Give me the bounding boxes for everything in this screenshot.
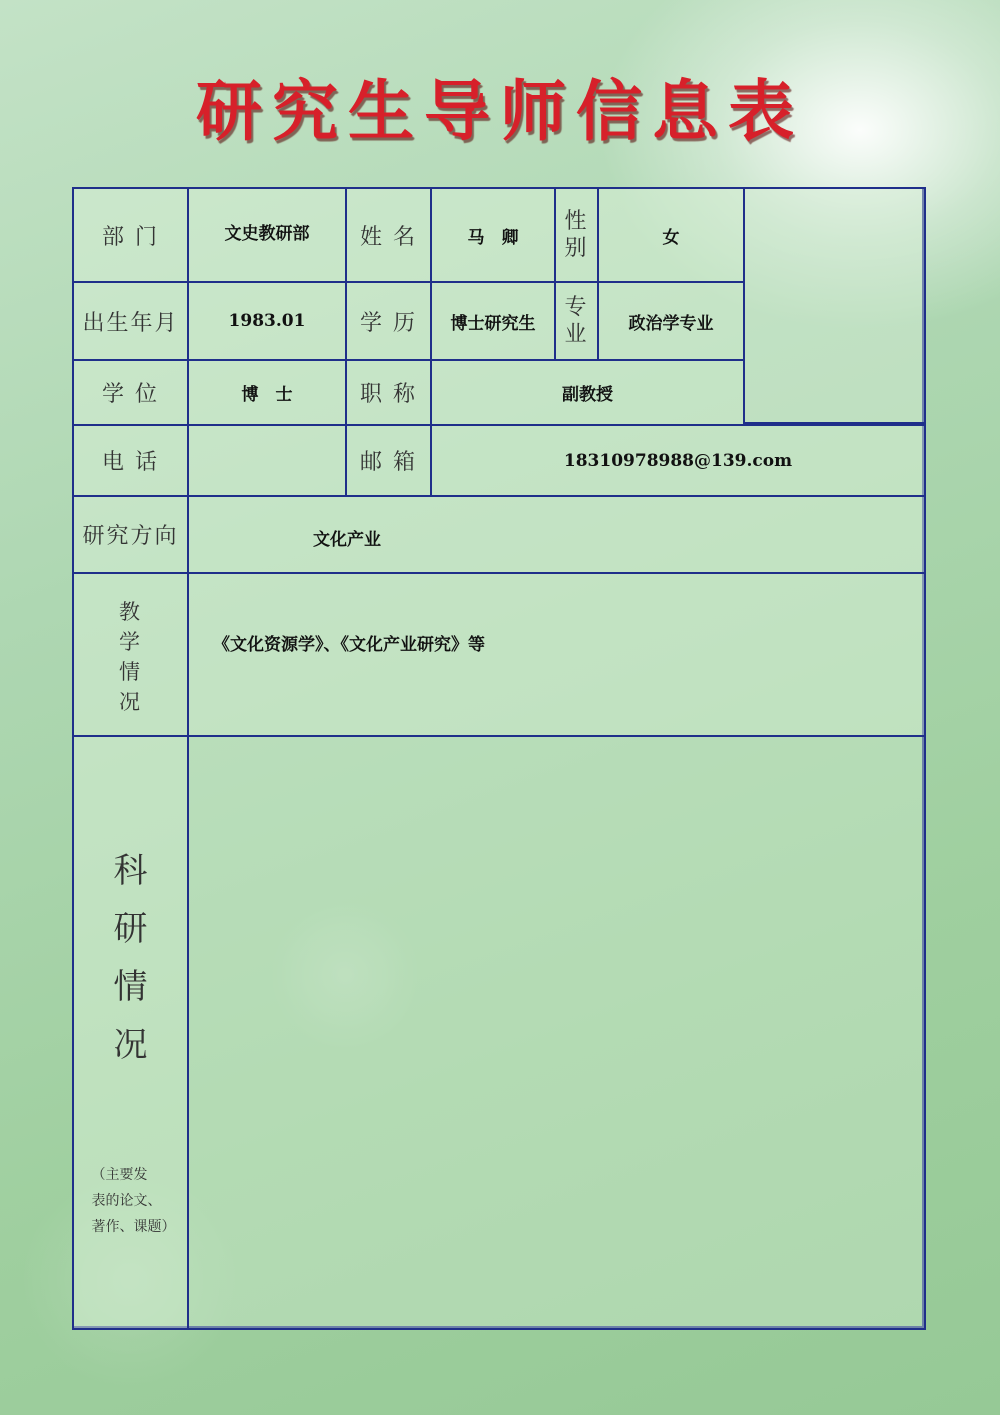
research-direction-value: 文化产业 <box>187 495 926 574</box>
department-label: 部 门 <box>72 187 189 283</box>
phone-value <box>187 424 347 497</box>
name-label: 姓 名 <box>345 187 432 283</box>
research-note-line-3: 著作、课题） <box>91 1219 176 1235</box>
title-rank-value: 副教授 <box>430 359 745 426</box>
major-value: 政治学专业 <box>597 281 745 361</box>
page-title: 研究生导师信息表 <box>196 72 804 150</box>
major-label <box>554 281 599 361</box>
gender-label-line2: 别 <box>564 236 589 261</box>
research-direction-label: 研究方向 <box>72 495 189 574</box>
teaching-label-char-4: 况 <box>119 689 142 714</box>
major-label-line2: 业 <box>564 322 589 347</box>
phone-label: 电 话 <box>72 424 189 497</box>
teaching-label-char-3: 情 <box>119 659 142 684</box>
degree-value: 博 士 <box>187 359 347 426</box>
teaching-label <box>72 572 189 737</box>
major-label-line1: 专 <box>564 294 589 320</box>
gender-label <box>554 187 599 283</box>
education-label: 学 历 <box>345 281 432 361</box>
birth-label: 出生年月 <box>72 281 189 361</box>
name-value: 马 卿 <box>430 187 556 283</box>
research-label <box>72 735 189 1330</box>
research-note-line-1: （主要发 <box>91 1167 148 1183</box>
teaching-label-char-2: 学 <box>119 629 142 654</box>
research-note-line-2: 表的论文、 <box>91 1193 162 1209</box>
research-value <box>187 735 926 1330</box>
teaching-label-char-1: 教 <box>119 599 142 624</box>
birth-value: 1983.01 <box>187 281 347 361</box>
research-label-title <box>114 842 148 1074</box>
research-label-char-2: 研 <box>113 909 148 949</box>
research-label-char-1: 科 <box>113 851 148 891</box>
photo-area <box>743 187 926 424</box>
email-label: 邮 箱 <box>345 424 432 497</box>
research-label-char-4: 况 <box>113 1025 148 1065</box>
education-value: 博士研究生 <box>430 281 556 361</box>
research-label-char-3: 情 <box>113 967 148 1007</box>
department-value: 文史教研部 <box>187 187 347 283</box>
gender-label-line1: 性 <box>564 208 589 234</box>
email-value: 18310978988@139.com <box>430 424 926 497</box>
title-rank-label: 职 称 <box>345 359 432 426</box>
research-note <box>86 1162 176 1240</box>
info-form-table <box>72 187 924 1328</box>
teaching-value: 《文化资源学》、《文化产业研究》等 <box>187 572 926 737</box>
gender-value: 女 <box>597 187 745 283</box>
degree-label: 学 位 <box>72 359 189 426</box>
